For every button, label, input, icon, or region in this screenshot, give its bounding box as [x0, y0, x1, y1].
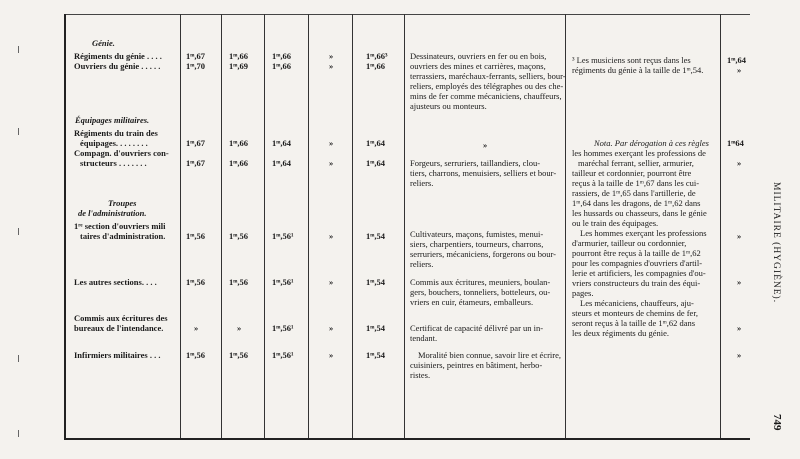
note-para-line: les deux régiments du génie. [572, 328, 670, 338]
note-para-line: vriers constructeurs du train des équi- [572, 278, 701, 288]
note-para-line: pages. [572, 288, 594, 298]
profession-line: » [483, 140, 488, 150]
note-para-line: seront reçus à la taille de 1ᵐ,62 dans [572, 318, 696, 328]
height-value: 1ᵐ,54 [366, 277, 386, 287]
height-value: 1ᵐ,54 [366, 231, 386, 241]
profession-line: Moralité bien connue, savoir lire et écrire, [418, 350, 562, 360]
height-value: 1ᵐ,54 [366, 323, 386, 333]
profession-line: reliers, employés des télégraphes ou des che- [410, 81, 564, 91]
height-value: 1ᵐ,66 [366, 61, 386, 71]
column-rule [264, 14, 265, 438]
last-col-value: » [737, 277, 742, 287]
margin-mark [18, 228, 19, 235]
height-value: 1ᵐ,66 [229, 51, 249, 61]
note-para-line: lerie et artificiers, les compagnies d'ou- [572, 268, 706, 278]
profession-line: ajusteurs ou monteurs. [410, 101, 487, 111]
row-label: Infirmiers militaires . . . [74, 350, 161, 360]
profession-line: terrassiers, maréchaux-ferrants, selliers, bour- [410, 71, 566, 81]
height-value: 1ᵐ,56 [186, 277, 206, 287]
profession-line: Dessinateurs, ouvriers en fer ou en bois, [410, 51, 547, 61]
note-para-line: steurs et monteurs de chemins de fer, [572, 308, 698, 318]
height-value: 1ᵐ,70 [186, 61, 206, 71]
nota-line: maréchal ferrant, sellier, armurier, [578, 158, 694, 168]
profession-line: Commis aux écritures, meuniers, boulan- [410, 277, 551, 287]
height-value: » [329, 231, 334, 241]
profession-line: Cultivateurs, maçons, fumistes, menui- [410, 229, 544, 239]
profession-line: reliers. [410, 259, 434, 269]
height-value: 1ᵐ,56 [186, 231, 206, 241]
column-rule [404, 14, 405, 438]
nota-line: les hussards ou chasseurs, dans le génie [572, 208, 707, 218]
column-rule [720, 14, 721, 438]
last-col-value: » [737, 231, 742, 241]
height-value: 1ᵐ,67 [186, 51, 206, 61]
profession-line: serruriers, mécaniciens, forgerons ou bour- [410, 249, 557, 259]
margin-mark [18, 46, 19, 53]
height-value: 1ᵐ,67 [186, 138, 206, 148]
nota-line: 1ᵐ,64 dans les dragons, de 1ᵐ,62 dans [572, 198, 701, 208]
profession-line: ristes. [410, 370, 431, 380]
height-value: 1ᵐ,56 [229, 231, 249, 241]
height-value: 1ᵐ,64 [366, 158, 386, 168]
row-label: 1ʳᵉ section d'ouvriers mili [74, 221, 166, 231]
note-para-line: d'armurier, tailleur ou cordonnier, [572, 238, 687, 248]
height-value: 1ᵐ,56 [229, 350, 249, 360]
note-para-line: pourront être reçus à la taille de 1ᵐ,62 [572, 248, 701, 258]
profession-line: cuisiniers, peintres en bâtiment, herbo- [410, 360, 543, 370]
page-number: 749 [771, 414, 783, 431]
column-rule [180, 14, 181, 438]
last-col-value: 1ᵐ64 [727, 138, 744, 148]
nota-line: tailleur et cordonnier, pourront être [572, 168, 692, 178]
height-value: 1ᵐ,56 [229, 277, 249, 287]
profession-line: Forgeurs, serruriers, taillandiers, clou- [410, 158, 541, 168]
profession-line: Certificat de capacité délivré par un in- [410, 323, 544, 333]
height-value: 1ᵐ,66 [272, 51, 292, 61]
last-col-value: » [737, 323, 742, 333]
last-col-value: » [737, 65, 742, 75]
note-para-line: Les hommes exerçant les professions [580, 228, 707, 238]
height-value: 1ᵐ,69 [229, 61, 249, 71]
row-label: Régiments du train des [74, 128, 158, 138]
note-para-line: pour les compagnies d'ouvriers d'artil- [572, 258, 703, 268]
section-heading-troupes: Troupes [108, 198, 137, 208]
height-value: » [329, 350, 334, 360]
height-value: » [329, 61, 334, 71]
profession-line: gers, bouchers, tonneliers, botteleurs, ou- [410, 287, 551, 297]
height-value: » [329, 323, 334, 333]
height-value: » [329, 277, 334, 287]
profession-line: siers, charpentiers, tourneurs, charrons, [410, 239, 544, 249]
footnote-line: ³ Les musiciens sont reçus dans les [572, 55, 691, 65]
note-para-line: Les mécaniciens, chauffeurs, aju- [580, 298, 694, 308]
height-value: 1ᵐ,56 [186, 350, 206, 360]
nota-line: les hommes exerçant les professions de [572, 148, 706, 158]
nota-line: reçus à la taille de 1ᵐ,67 dans les cui- [572, 178, 700, 188]
row-label: bureaux de l'intendance. [74, 323, 164, 333]
height-value: » [194, 323, 199, 333]
height-value: » [329, 138, 334, 148]
nota-line: rassiers, de 1ᵐ,65 dans l'artillerie, de [572, 188, 696, 198]
section-heading-genie: Génie. [92, 38, 115, 48]
last-col-value: 1ᵐ,64 [727, 55, 747, 65]
height-value: 1ᵐ,56¹ [272, 231, 294, 241]
profession-line: ouvriers des mines et carrières, maçons, [410, 61, 546, 71]
row-label: équipages. . . . . . . . [80, 138, 148, 148]
last-col-value: » [737, 350, 742, 360]
row-label: Les autres sections. . . . [74, 277, 157, 287]
profession-line: mins de fer comme mécaniciens, chauffeurs, [410, 91, 562, 101]
row-label: taires d'administration. [80, 231, 166, 241]
height-value: » [329, 51, 334, 61]
profession-line: tiers, charrons, menuisiers, selliers et bour- [410, 168, 557, 178]
height-value: » [237, 323, 242, 333]
footnote-line: régiments du génie à la taille de 1ᵐ,54. [572, 65, 704, 75]
height-value: 1ᵐ,66 [229, 138, 249, 148]
profession-line: tendant. [410, 333, 438, 343]
height-value: 1ᵐ,54 [366, 350, 386, 360]
height-value: 1ᵐ,56¹ [272, 277, 294, 287]
height-value: » [329, 158, 334, 168]
height-value: 1ᵐ,64 [366, 138, 386, 148]
nota-line: Nota. Par dérogation à ces règles [594, 138, 709, 148]
row-label: Ouvriers du génie . . . . . [74, 61, 161, 71]
height-value: 1ᵐ,66 [272, 61, 292, 71]
margin-mark [18, 128, 19, 135]
last-col-value: » [737, 158, 742, 168]
column-rule [352, 14, 353, 438]
margin-mark [18, 355, 19, 362]
height-value: 1ᵐ,66 [229, 158, 249, 168]
height-value: 1ᵐ,64 [272, 138, 292, 148]
column-rule [221, 14, 222, 438]
height-value: 1ᵐ,64 [272, 158, 292, 168]
column-rule [308, 14, 309, 438]
nota-line: ou le train des équipages. [572, 218, 659, 228]
running-head: MILITAIRE (HYGIÈNE). [771, 182, 781, 304]
profession-line: reliers. [410, 178, 434, 188]
row-label: Compagn. d'ouvriers con- [74, 148, 169, 158]
section-heading-troupes: de l'administration. [78, 208, 147, 218]
height-value: 1ᵐ,66³ [366, 51, 388, 61]
margin-mark [18, 430, 19, 437]
section-heading-equipages: Équipages militaires. [75, 115, 150, 125]
row-label: Régiments du génie . . . . [74, 51, 162, 61]
row-label: Commis aux écritures des [74, 313, 168, 323]
profession-line: vriers en cuir, étameurs, emballeurs. [410, 297, 534, 307]
height-value: 1ᵐ,56¹ [272, 350, 294, 360]
row-label: structeurs . . . . . . . [80, 158, 147, 168]
height-value: 1ᵐ,56¹ [272, 323, 294, 333]
height-value: 1ᵐ,67 [186, 158, 206, 168]
